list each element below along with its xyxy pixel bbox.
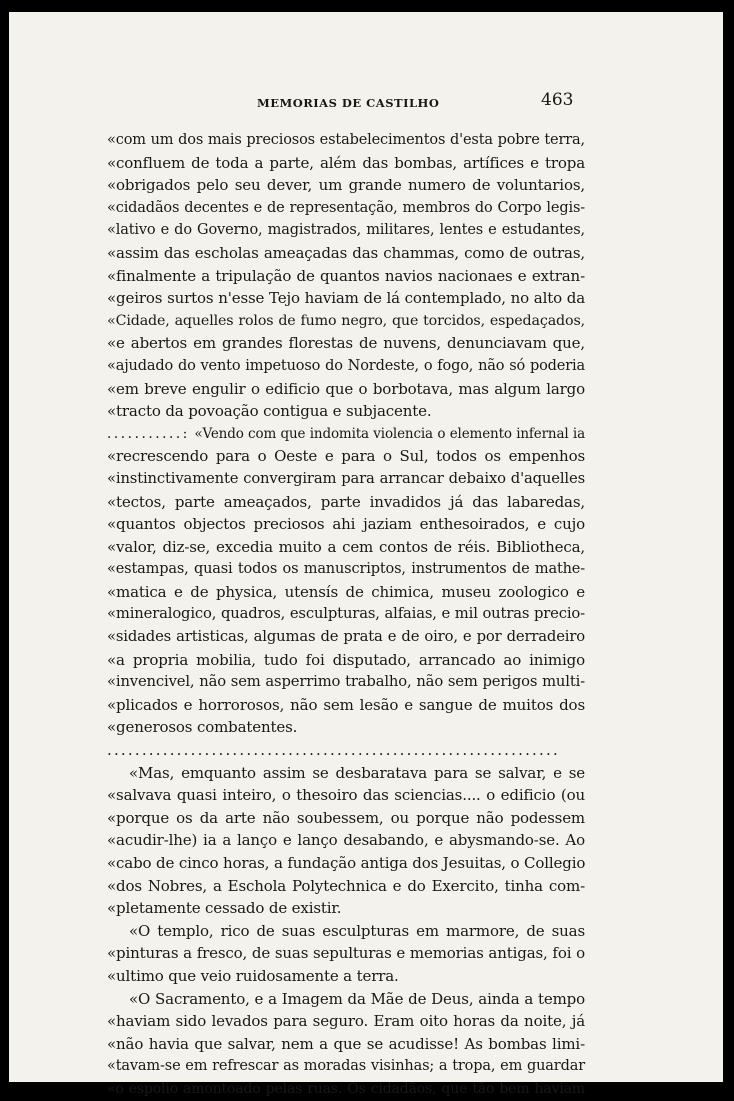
text-line: «haviam sido levados para seguro. Eram oito horas da noite, já [107, 1012, 585, 1031]
text-line: «o espolio amontoado pelas ruas. Os cidadãos, que tão bem haviam [107, 1080, 585, 1097]
text-line: «valor, diz-se, excedia muito a cem contos de réis. Bibliotheca, [107, 537, 585, 556]
text-line: «pletamente cessado de existir. [107, 899, 342, 918]
text-line: «generosos combatentes. [107, 718, 298, 737]
page-header [9, 90, 723, 114]
text-line: «invencivel, não sem asperrimo trabalho, não sem perigos multi- [107, 673, 585, 691]
ellipsis-row: ................................................................. [107, 741, 560, 760]
text-line: «tavam-se em refrescar as moradas visinhas; a tropa, em guardar [107, 1058, 585, 1075]
text-line: «com um dos mais preciosos estabelecimentos d'esta pobre terra, [107, 132, 585, 148]
text-line: «cidadãos decentes e de representação, membros do Corpo legis- [107, 199, 585, 216]
text-line: «não havia que salvar, nem a que se acudisse! As bombas limi- [107, 1034, 585, 1053]
text-line: «lativo e do Governo, magistrados, militares, lentes e estudantes, [107, 222, 585, 239]
text-line: «quantos objectos preciosos ahi jaziam enthesoirados, e cujo [107, 515, 585, 534]
ellipsis-leader: ...........: [107, 425, 190, 442]
page-number: 463 [541, 90, 574, 110]
text-line: «geiros surtos n'esse Tejo haviam de lá contemplado, no alto da [107, 289, 585, 308]
text-line: «acudir-lhe) ia a lanço e lanço desabando, e abysmando-se. Ao [107, 831, 585, 850]
text-line: «estampas, quasi todos os manuscriptos, instrumentos de mathe- [107, 561, 585, 578]
text-line: «Mas, emquanto assim se desbaratava para se salvar, e se [129, 763, 585, 782]
text-line: «instinctivamente convergiram para arrancar debaixo d'aquelles [107, 469, 585, 487]
text-line: «a propria mobilia, tudo foi disputado, arrancado ao inimigo [107, 650, 585, 669]
text-line: «recrescendo para o Oeste e para o Sul, todos os empenhos [107, 447, 585, 466]
text-line: «dos Nobres, a Eschola Polytechnica e do Exercito, tinha com- [107, 876, 585, 895]
body-text [107, 129, 585, 1101]
text-line: «tracto da povoação contigua e subjacente. [107, 402, 432, 421]
text-line: «O templo, rico de suas esculpturas em marmore, de suas [129, 921, 585, 940]
paragraph-5 [107, 988, 585, 1101]
text-line: «obrigados pelo seu dever, um grande numero de voluntarios, [107, 176, 585, 195]
text-line: «pinturas a fresco, de suas sepulturas e memorias antigas, foi o [107, 944, 585, 963]
text-line-content: «Vendo com que indomita violencia o elemento infernal ia [194, 425, 585, 442]
text-line: «confluem de toda a parte, além das bombas, artífices e tropa [107, 153, 585, 172]
text-line: «mineralogico, quadros, esculpturas, alfaias, e mil outras precio- [107, 605, 585, 623]
text-line: «assim das escholas ameaçadas das chammas, como de outras, [107, 243, 585, 262]
text-line: «Cidade, aquelles rolos de fumo negro, que torcidos, espedaçados, [107, 312, 585, 329]
text-line: «ultimo que veio ruidosamente a terra. [107, 966, 399, 985]
paragraph-4 [107, 920, 585, 988]
text-line: «matica e de physica, utensís de chimica, museu zoologico e [107, 582, 585, 601]
text-line: «sidades artisticas, algumas de prata e de oiro, e por derradeiro [107, 628, 585, 646]
text-line: «cabo de cinco horas, a fundação antiga dos Jesuitas, o Collegio [107, 854, 586, 872]
paragraph-1 [107, 129, 585, 423]
text-line [107, 423, 585, 446]
text-line: «finalmente a tripulação de quantos navios nacionaes e extran- [107, 266, 585, 285]
text-line: «tectos, parte ameaçados, parte invadidos já das labaredas, [107, 492, 585, 511]
text-line: «e abertos em grandes florestas de nuvens, denunciavam que, [107, 334, 585, 353]
running-title: MEMORIAS DE CASTILHO [257, 96, 440, 110]
text-line: «ajudado do vento impetuoso do Nordeste, o fogo, não só poderia [107, 357, 585, 374]
book-page [9, 12, 723, 1097]
text-line: «O Sacramento, e a Imagem da Mãe de Deus, ainda a tempo [129, 989, 585, 1008]
paragraph-3 [107, 762, 585, 920]
paragraph-2 [107, 423, 585, 739]
text-line: «em breve engulir o edificio que o borbotava, mas algum largo [107, 379, 585, 398]
text-line: «salvava quasi inteiro, o thesoiro das sciencias.... o edificio (ou [107, 786, 585, 805]
text-line: «plicados e horrorosos, não sem lesão e sangue de muitos dos [107, 695, 585, 714]
text-line: «porque os da arte não soubessem, ou porque não podessem [107, 808, 585, 827]
